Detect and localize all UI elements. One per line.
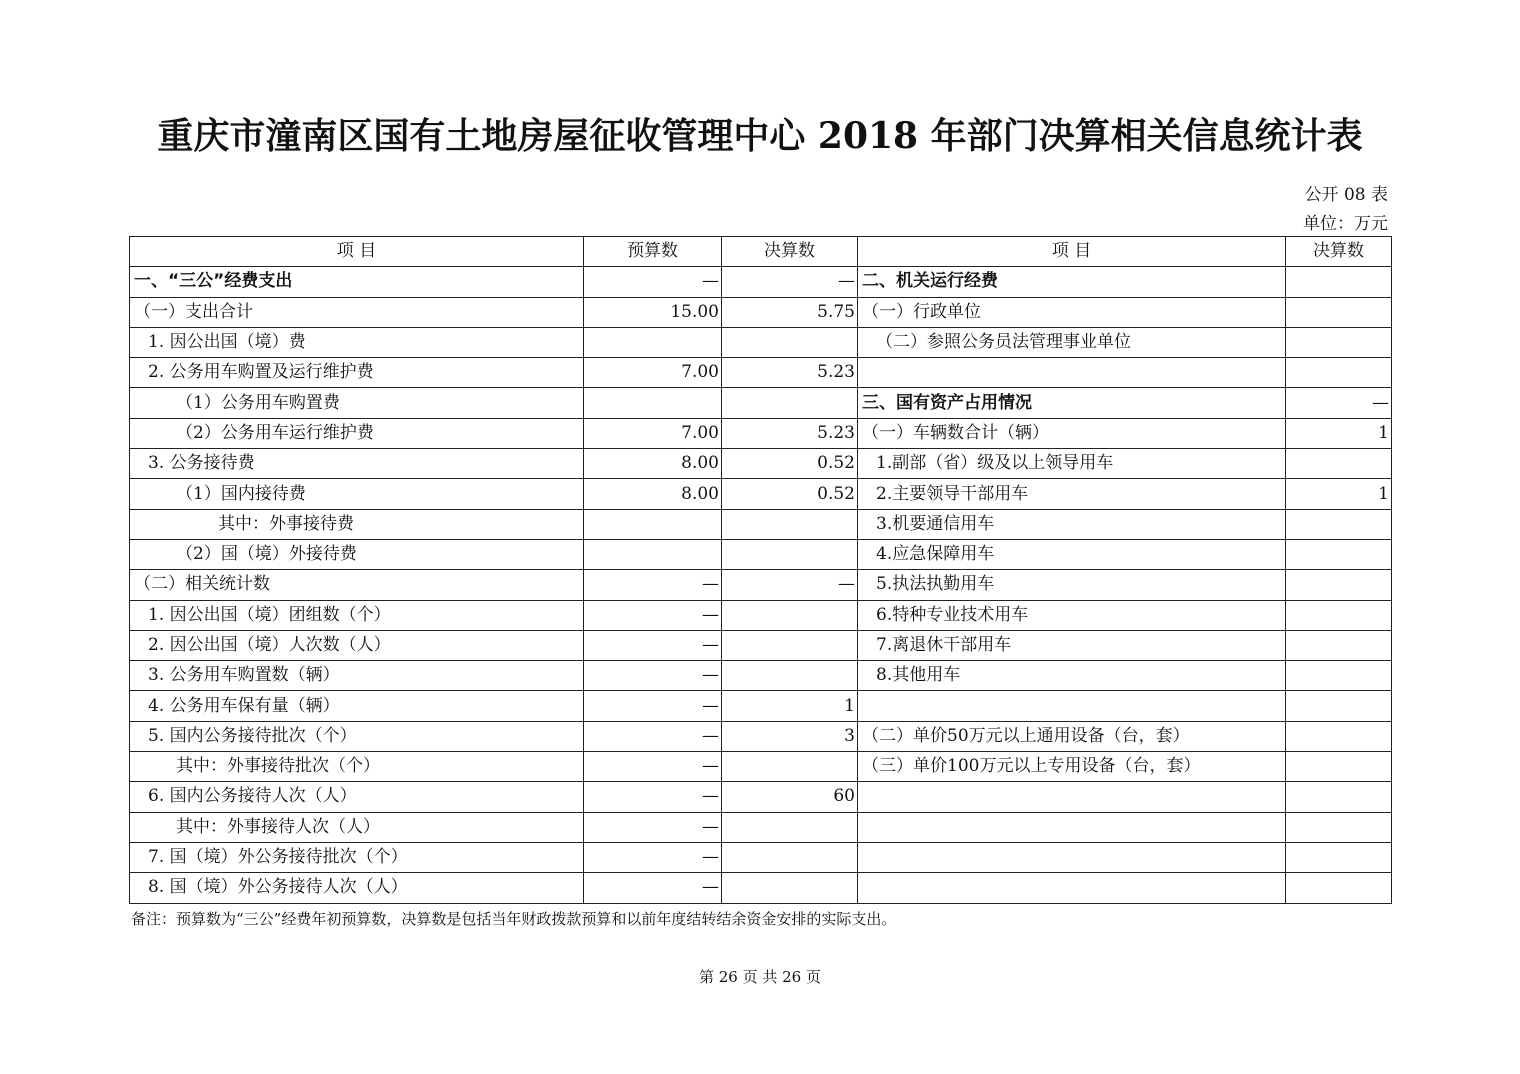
row-label: （1）公务用车购置费 bbox=[130, 388, 584, 418]
row-label: 一、“三公”经费支出 bbox=[130, 267, 584, 297]
right-label: （二）参照公务员法管理事业单位 bbox=[858, 327, 1286, 357]
budget-cell: — bbox=[584, 721, 722, 751]
budget-cell: — bbox=[584, 782, 722, 812]
right-value: 1 bbox=[1286, 479, 1392, 509]
right-label bbox=[858, 842, 1286, 872]
budget-cell bbox=[584, 388, 722, 418]
row-label: 其中：外事接待费 bbox=[130, 509, 584, 539]
table-row bbox=[130, 388, 1392, 418]
final-cell bbox=[722, 539, 858, 569]
final-cell bbox=[722, 812, 858, 842]
table-row bbox=[130, 721, 1392, 751]
budget-cell: 8.00 bbox=[584, 449, 722, 479]
final-cell: 5.75 bbox=[722, 297, 858, 327]
row-label: 其中：外事接待人次（人） bbox=[130, 812, 584, 842]
right-label: 4.应急保障用车 bbox=[858, 539, 1286, 569]
table-row bbox=[130, 418, 1392, 448]
footnote: 备注：预算数为“三公”经费年初预算数，决算数是包括当年财政拨款预算和以前年度结转结余资金安排的实际支出。 bbox=[131, 910, 897, 928]
header-final: 决算数 bbox=[722, 237, 858, 267]
final-cell bbox=[722, 842, 858, 872]
right-value bbox=[1286, 630, 1392, 660]
budget-cell: — bbox=[584, 600, 722, 630]
row-label: （2）国（境）外接待费 bbox=[130, 539, 584, 569]
header-item-right: 项 目 bbox=[858, 237, 1286, 267]
budget-cell: — bbox=[584, 842, 722, 872]
table-row bbox=[130, 812, 1392, 842]
budget-cell: 8.00 bbox=[584, 479, 722, 509]
table-row bbox=[130, 661, 1392, 691]
right-value bbox=[1286, 752, 1392, 782]
final-cell bbox=[722, 600, 858, 630]
table-row bbox=[130, 782, 1392, 812]
table-row bbox=[130, 752, 1392, 782]
budget-cell: — bbox=[584, 812, 722, 842]
right-label: （一）车辆数合计（辆） bbox=[858, 418, 1286, 448]
final-cell: 5.23 bbox=[722, 418, 858, 448]
row-label: 8. 国（境）外公务接待人次（人） bbox=[130, 873, 584, 903]
table-row bbox=[130, 630, 1392, 660]
row-label: 2. 因公出国（境）人次数（人） bbox=[130, 630, 584, 660]
row-label: （1）国内接待费 bbox=[130, 479, 584, 509]
final-cell: 60 bbox=[722, 782, 858, 812]
table-row bbox=[130, 691, 1392, 721]
right-value bbox=[1286, 721, 1392, 751]
final-cell bbox=[722, 388, 858, 418]
right-label: 1.副部（省）级及以上领导用车 bbox=[858, 449, 1286, 479]
table-row bbox=[130, 539, 1392, 569]
table-row bbox=[130, 358, 1392, 388]
table-row bbox=[130, 570, 1392, 600]
final-cell bbox=[722, 873, 858, 903]
right-label bbox=[858, 873, 1286, 903]
row-label: （2）公务用车运行维护费 bbox=[130, 418, 584, 448]
right-label: 5.执法执勤用车 bbox=[858, 570, 1286, 600]
table-header-row bbox=[130, 237, 1392, 267]
row-label: 5. 国内公务接待批次（个） bbox=[130, 721, 584, 751]
row-label: 7. 国（境）外公务接待批次（个） bbox=[130, 842, 584, 872]
statistics-table bbox=[129, 236, 1392, 904]
budget-cell: 7.00 bbox=[584, 418, 722, 448]
budget-cell bbox=[584, 509, 722, 539]
table-row bbox=[130, 267, 1392, 297]
table-row bbox=[130, 297, 1392, 327]
row-label: （二）相关统计数 bbox=[130, 570, 584, 600]
budget-cell: 7.00 bbox=[584, 358, 722, 388]
row-label: 2. 公务用车购置及运行维护费 bbox=[130, 358, 584, 388]
row-label: 4. 公务用车保有量（辆） bbox=[130, 691, 584, 721]
right-label bbox=[858, 691, 1286, 721]
right-label bbox=[858, 812, 1286, 842]
final-cell: — bbox=[722, 570, 858, 600]
right-value bbox=[1286, 873, 1392, 903]
budget-cell bbox=[584, 539, 722, 569]
right-label bbox=[858, 782, 1286, 812]
right-value bbox=[1286, 539, 1392, 569]
right-value bbox=[1286, 842, 1392, 872]
final-cell bbox=[722, 327, 858, 357]
right-label: 6.特种专业技术用车 bbox=[858, 600, 1286, 630]
final-cell: 0.52 bbox=[722, 449, 858, 479]
right-value bbox=[1286, 358, 1392, 388]
right-value bbox=[1286, 661, 1392, 691]
unit-label: 单位：万元 bbox=[1303, 214, 1388, 234]
row-label: （一）支出合计 bbox=[130, 297, 584, 327]
right-label bbox=[858, 358, 1286, 388]
budget-cell: — bbox=[584, 661, 722, 691]
budget-cell: — bbox=[584, 267, 722, 297]
right-value bbox=[1286, 297, 1392, 327]
right-value bbox=[1286, 782, 1392, 812]
table-row bbox=[130, 600, 1392, 630]
right-label: （二）单价50万元以上通用设备（台，套） bbox=[858, 721, 1286, 751]
row-label: 1. 因公出国（境）团组数（个） bbox=[130, 600, 584, 630]
header-item: 项 目 bbox=[130, 237, 584, 267]
final-cell: — bbox=[722, 267, 858, 297]
right-label: （三）单价100万元以上专用设备（台，套） bbox=[858, 752, 1286, 782]
row-label: 其中：外事接待批次（个） bbox=[130, 752, 584, 782]
right-value bbox=[1286, 812, 1392, 842]
right-label: 7.离退休干部用车 bbox=[858, 630, 1286, 660]
budget-cell: — bbox=[584, 570, 722, 600]
right-label: （一）行政单位 bbox=[858, 297, 1286, 327]
budget-cell: — bbox=[584, 691, 722, 721]
right-value bbox=[1286, 327, 1392, 357]
final-cell bbox=[722, 752, 858, 782]
row-label: 6. 国内公务接待人次（人） bbox=[130, 782, 584, 812]
final-cell: 3 bbox=[722, 721, 858, 751]
right-label: 2.主要领导干部用车 bbox=[858, 479, 1286, 509]
table-row bbox=[130, 842, 1392, 872]
right-label: 三、国有资产占用情况 bbox=[858, 388, 1286, 418]
budget-cell: — bbox=[584, 873, 722, 903]
row-label: 1. 因公出国（境）费 bbox=[130, 327, 584, 357]
header-final-right: 决算数 bbox=[1286, 237, 1392, 267]
final-cell: 5.23 bbox=[722, 358, 858, 388]
right-label: 二、机关运行经费 bbox=[858, 267, 1286, 297]
final-cell bbox=[722, 661, 858, 691]
row-label: 3. 公务接待费 bbox=[130, 449, 584, 479]
header-budget: 预算数 bbox=[584, 237, 722, 267]
right-value bbox=[1286, 509, 1392, 539]
right-value: — bbox=[1286, 388, 1392, 418]
table-row bbox=[130, 873, 1392, 903]
row-label: 3. 公务用车购置数（辆） bbox=[130, 661, 584, 691]
right-value bbox=[1286, 691, 1392, 721]
budget-cell bbox=[584, 327, 722, 357]
final-cell bbox=[722, 630, 858, 660]
right-value: 1 bbox=[1286, 418, 1392, 448]
right-value bbox=[1286, 570, 1392, 600]
form-number: 公开 08 表 bbox=[1304, 185, 1388, 205]
right-value bbox=[1286, 267, 1392, 297]
right-label: 8.其他用车 bbox=[858, 661, 1286, 691]
table-row bbox=[130, 449, 1392, 479]
page-title: 重庆市潼南区国有土地房屋征收管理中心 2018 年部门决算相关信息统计表 bbox=[157, 115, 1363, 157]
budget-cell: — bbox=[584, 752, 722, 782]
final-cell bbox=[722, 509, 858, 539]
right-value bbox=[1286, 449, 1392, 479]
page-number: 第 26 页 共 26 页 bbox=[698, 968, 821, 986]
final-cell: 1 bbox=[722, 691, 858, 721]
table-row bbox=[130, 479, 1392, 509]
budget-cell: — bbox=[584, 630, 722, 660]
final-cell: 0.52 bbox=[722, 479, 858, 509]
table-row bbox=[130, 509, 1392, 539]
table-row bbox=[130, 327, 1392, 357]
right-value bbox=[1286, 600, 1392, 630]
budget-cell: 15.00 bbox=[584, 297, 722, 327]
right-label: 3.机要通信用车 bbox=[858, 509, 1286, 539]
